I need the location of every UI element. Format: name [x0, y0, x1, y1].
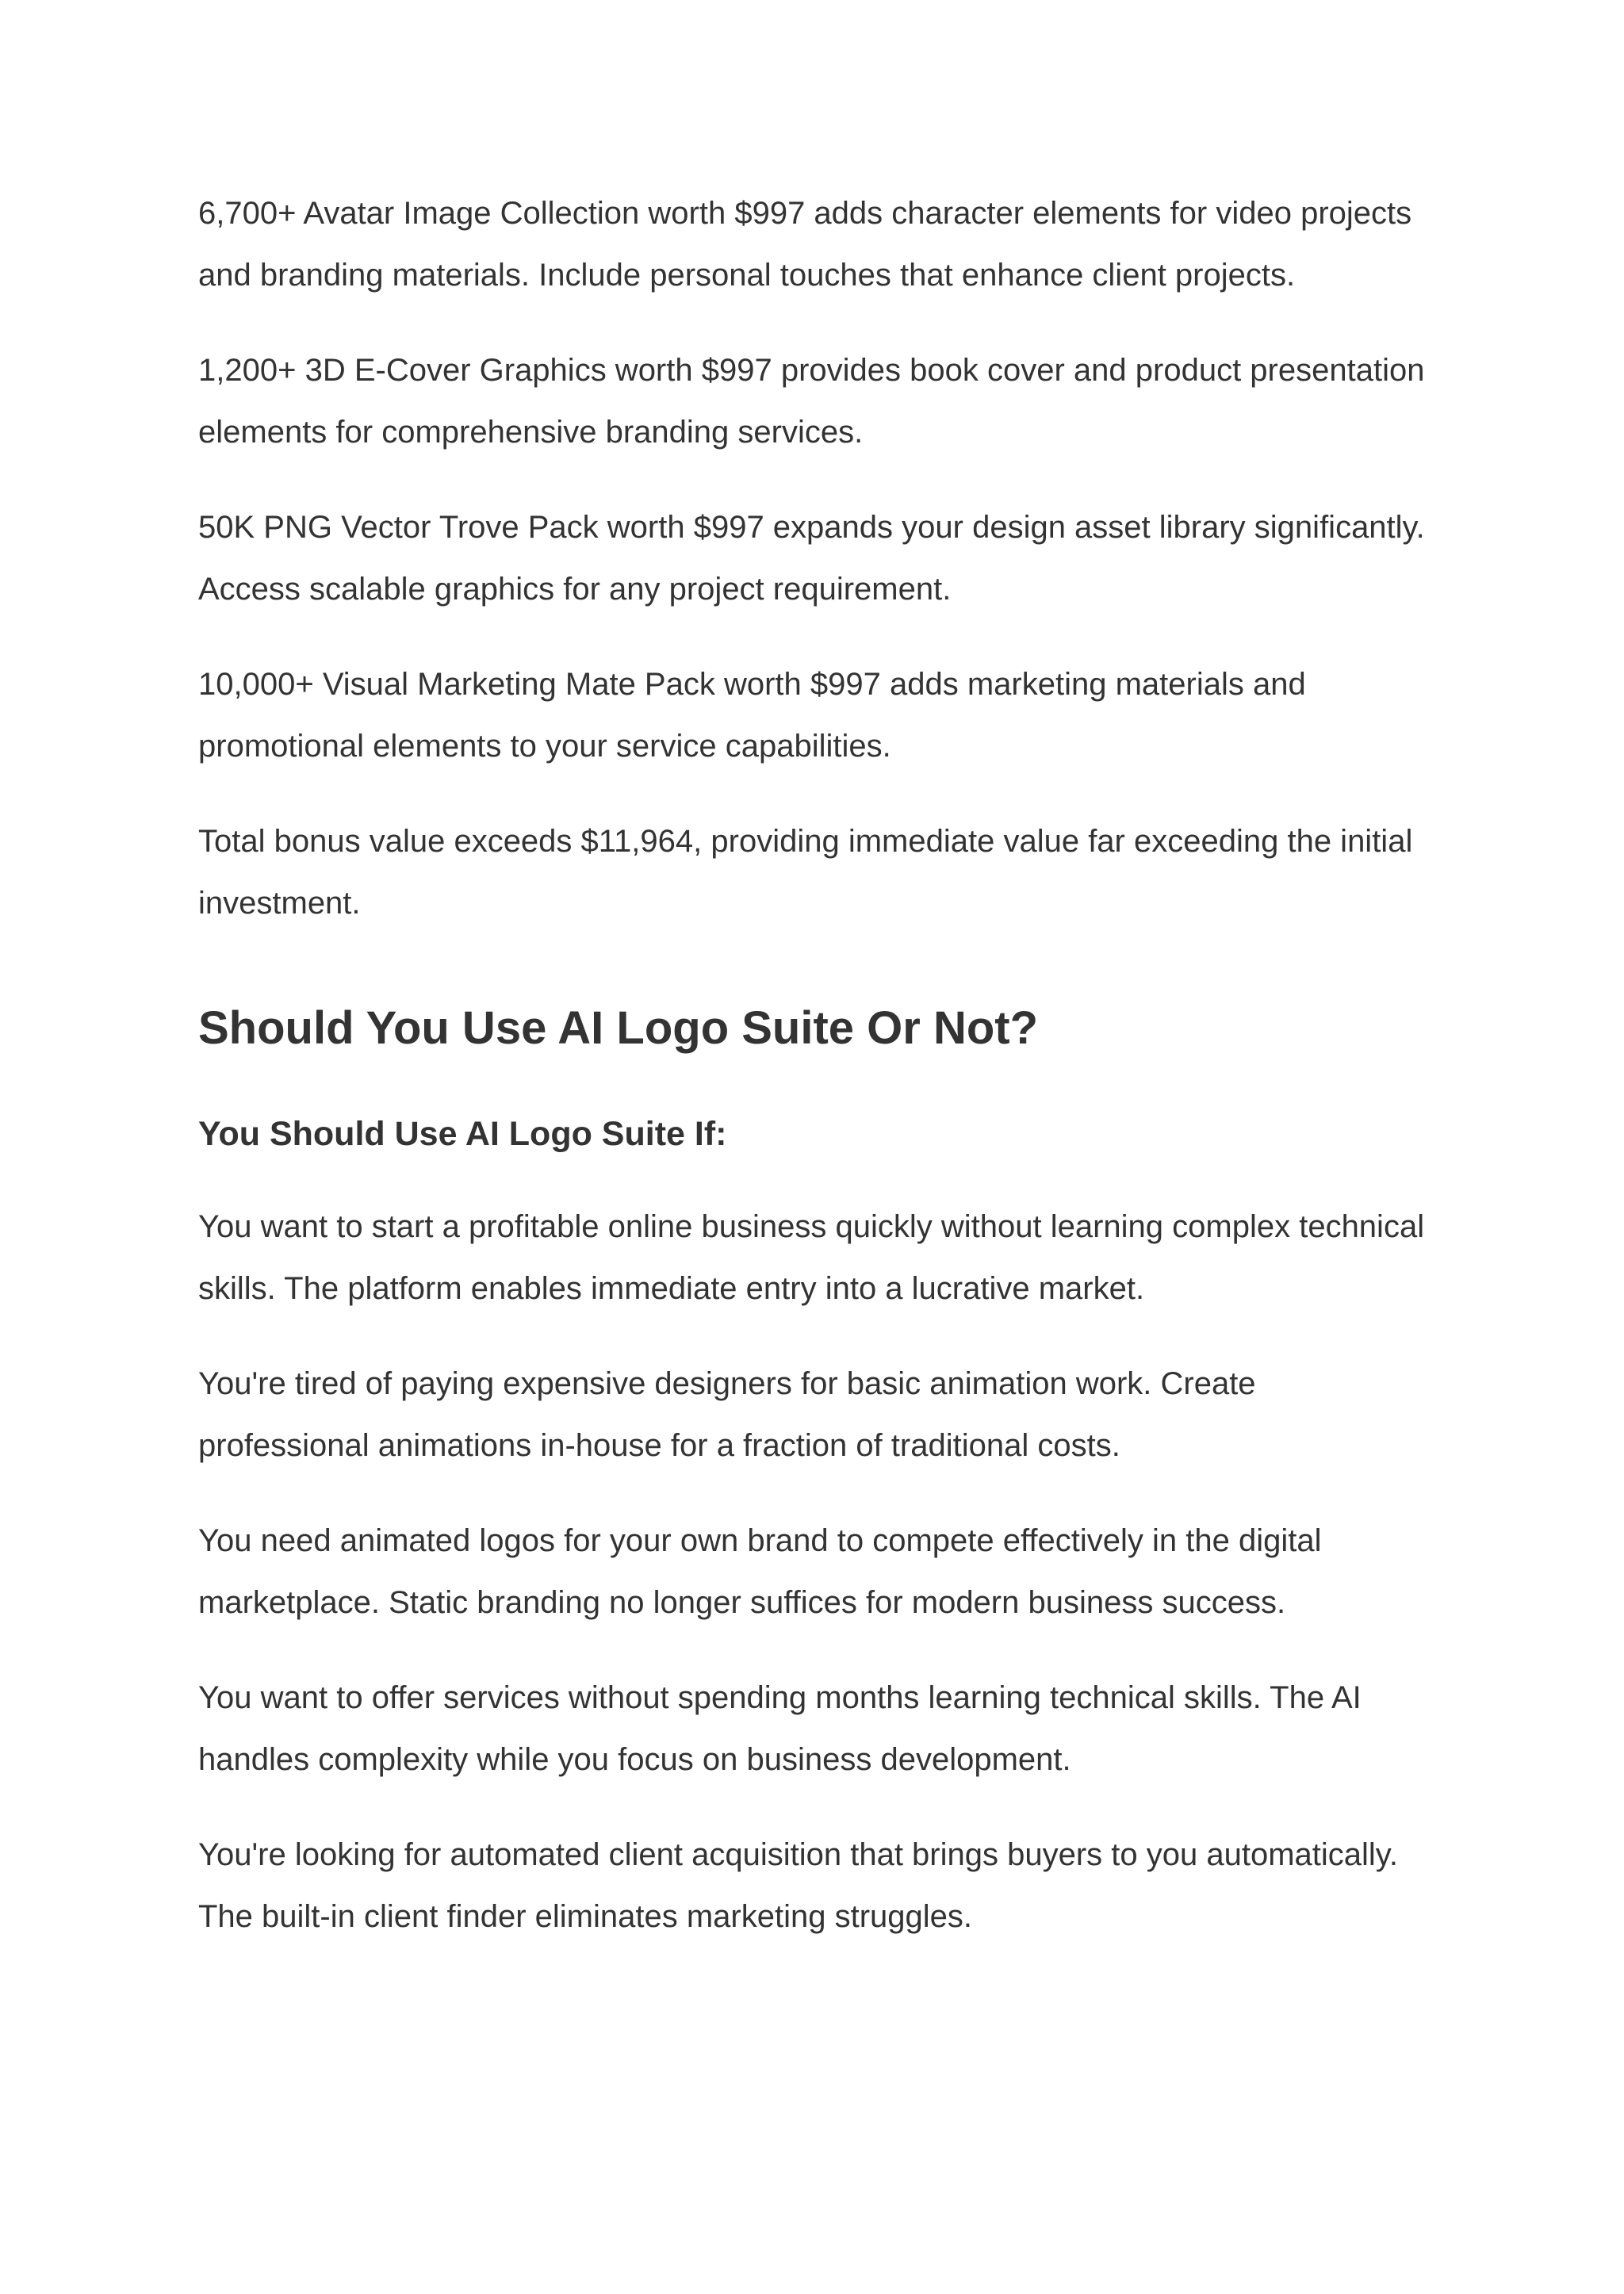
reason-paragraph-offer-services: You want to offer services without spending months learning technical skills. The AI handles complexity while you focus on business development.: [198, 1680, 1362, 1777]
reason-paragraph-own-brand: You need animated logos for your own brand to compete effectively in the digital marketplace. Static branding no longer suffices for modern business success.: [198, 1523, 1322, 1620]
section-heading: Should You Use AI Logo Suite Or Not?: [198, 1002, 1039, 1054]
bonus-paragraph-avatar: 6,700+ Avatar Image Collection worth $997 adds character elements for video projects and branding materials. Include personal touches that enhance client projects.: [198, 196, 1412, 293]
document-page: [198, 182, 1435, 1981]
bonus-paragraph-vector: 50K PNG Vector Trove Pack worth $997 expands your design asset library significantly. Access scalable graphics for any project requirement.: [198, 510, 1425, 607]
reason-paragraph-client-acquisition: You're looking for automated client acquisition that brings buyers to you automatically. The built-in client finder eliminates marketing struggles.: [198, 1837, 1398, 1934]
subsection-heading: You Should Use AI Logo Suite If:: [198, 1115, 727, 1153]
bonus-paragraph-ecover: 1,200+ 3D E-Cover Graphics worth $997 provides book cover and product presentation elements for comprehensive branding services.: [198, 353, 1425, 450]
bonus-paragraph-marketing: 10,000+ Visual Marketing Mate Pack worth $997 adds marketing materials and promotional elements to your service capabilities.: [198, 667, 1306, 764]
reason-paragraph-start-business: You want to start a profitable online business quickly without learning complex technical skills. The platform enables immediate entry into a lucrative market.: [198, 1209, 1425, 1306]
reason-paragraph-designers: You're tired of paying expensive designers for basic animation work. Create professional animations in-house for a fraction of traditional costs.: [198, 1366, 1256, 1463]
bonus-paragraph-total: Total bonus value exceeds $11,964, providing immediate value far exceeding the initial investment.: [198, 824, 1413, 921]
